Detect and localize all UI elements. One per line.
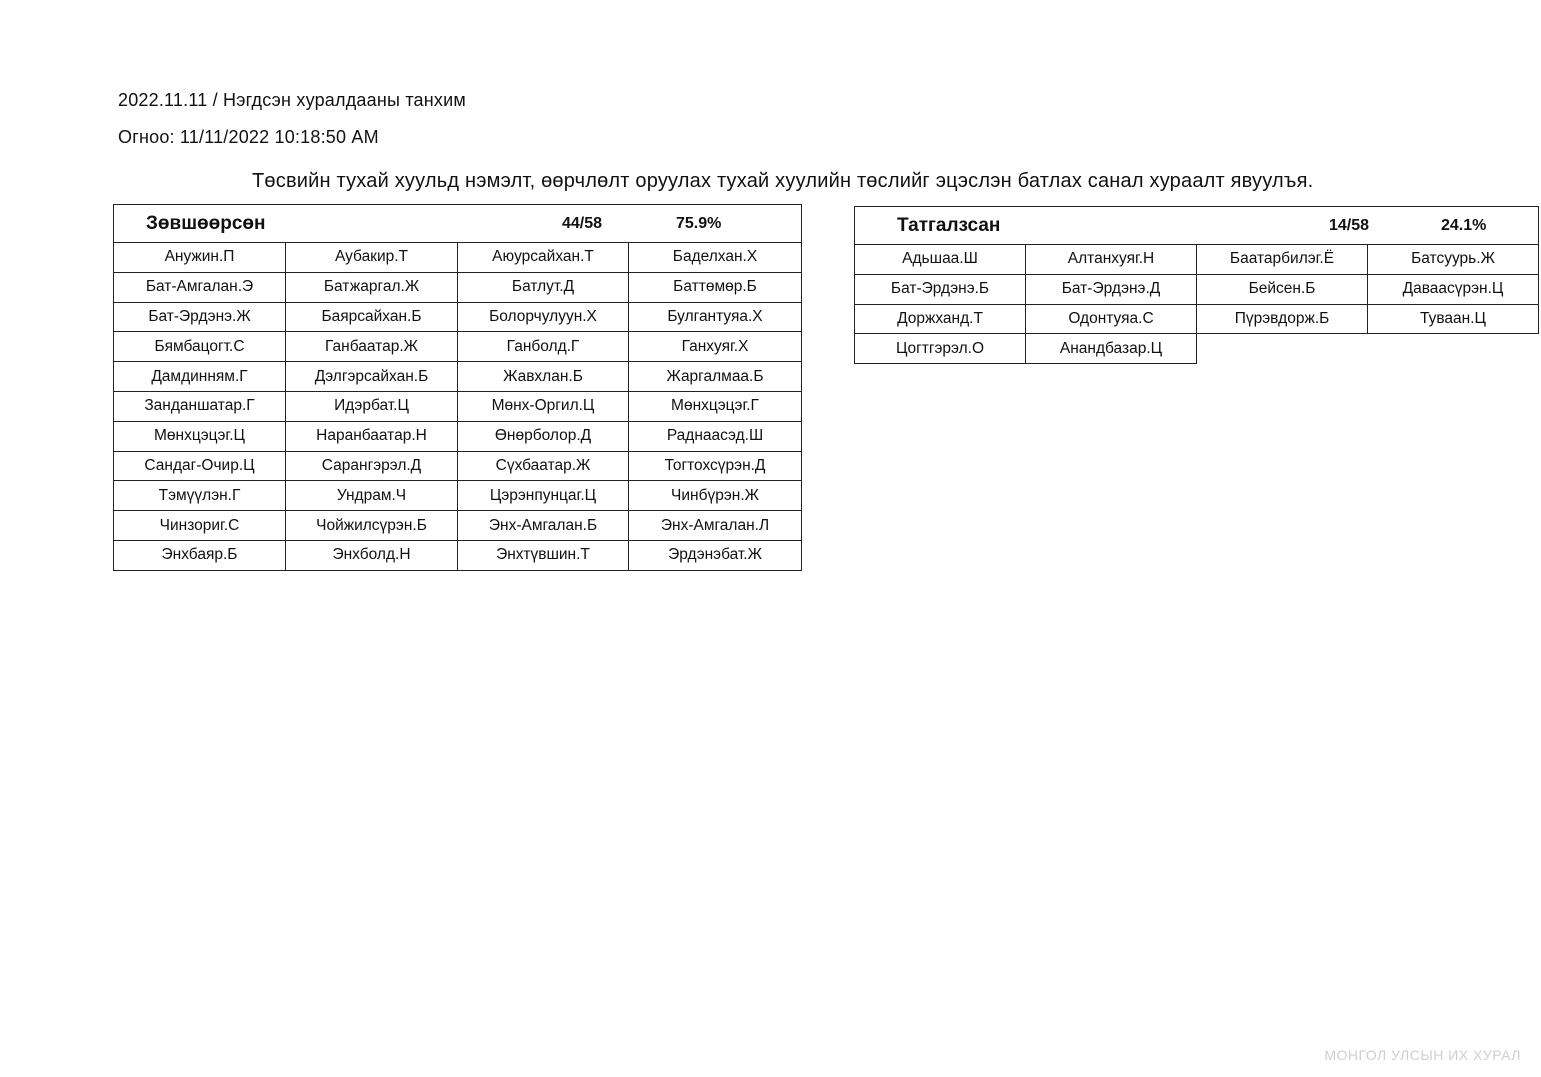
approved-row: [114, 451, 802, 481]
rejected-member-name: Алтанхуяг.Н: [1026, 245, 1197, 275]
approved-member-name: Тогтохсүрэн.Д: [629, 451, 802, 481]
rejected-header-cell: [855, 207, 1539, 245]
rejected-count: 14/58: [1329, 216, 1370, 234]
approved-header-cell: [114, 205, 802, 243]
approved-member-name: Болорчулуун.Х: [458, 302, 629, 332]
rejected-title: Татгалзсан: [897, 214, 1001, 236]
rejected-empty-cell: [1197, 334, 1368, 364]
rejected-header-row: [855, 207, 1539, 245]
approved-table: [113, 204, 802, 571]
approved-member-name: Чинзориг.С: [114, 511, 286, 541]
approved-member-name: Сандаг-Очир.Ц: [114, 451, 286, 481]
rejected-row: [855, 304, 1539, 334]
approved-row: [114, 362, 802, 392]
rejected-member-name: Пүрэвдорж.Б: [1197, 304, 1368, 334]
approved-member-name: Ганболд.Г: [458, 332, 629, 362]
approved-member-name: Ундрам.Ч: [286, 481, 458, 511]
rejected-row: [855, 274, 1539, 304]
approved-member-name: Ганбаатар.Ж: [286, 332, 458, 362]
approved-member-name: Энхбаяр.Б: [114, 540, 286, 570]
approved-title: Зөвшөөрсөн: [146, 212, 266, 234]
approved-member-name: Чойжилсүрэн.Б: [286, 511, 458, 541]
approved-member-name: Энхтүвшин.Т: [458, 540, 629, 570]
rejected-member-name: Цогтгэрэл.О: [855, 334, 1026, 364]
approved-percent: 75.9%: [676, 214, 722, 232]
approved-row: [114, 421, 802, 451]
approved-member-name: Аюурсайхан.Т: [458, 243, 629, 273]
approved-member-name: Сарангэрэл.Д: [286, 451, 458, 481]
approved-member-name: Энх-Амгалан.Б: [458, 511, 629, 541]
watermark-footer: МОНГОЛ УЛСЫН ИХ ХУРАЛ: [1324, 1047, 1521, 1063]
rejected-empty-cell: [1368, 334, 1539, 364]
approved-member-name: Бат-Амгалан.Э: [114, 272, 286, 302]
approved-member-name: Энхболд.Н: [286, 540, 458, 570]
approved-member-name: Анужин.П: [114, 243, 286, 273]
approved-member-name: Баттөмөр.Б: [629, 272, 802, 302]
approved-member-name: Бямбацогт.С: [114, 332, 286, 362]
approved-member-name: Цэрэнпунцаг.Ц: [458, 481, 629, 511]
rejected-member-name: Бат-Эрдэнэ.Б: [855, 274, 1026, 304]
approved-member-name: Булгантуяа.Х: [629, 302, 802, 332]
approved-member-name: Тэмүүлэн.Г: [114, 481, 286, 511]
approved-row: [114, 481, 802, 511]
approved-member-name: Энх-Амгалан.Л: [629, 511, 802, 541]
approved-member-name: Аубакир.Т: [286, 243, 458, 273]
rejected-member-name: Бейсен.Б: [1197, 274, 1368, 304]
rejected-percent: 24.1%: [1441, 216, 1487, 234]
approved-member-name: Жавхлан.Б: [458, 362, 629, 392]
approved-header-row: [114, 205, 802, 243]
rejected-row: [855, 334, 1539, 364]
motion-title: Төсвийн тухай хуульд нэмэлт, өөрчлөлт оруулах тухай хуулийн төслийг эцэслэн батлах санал хураалт явуулъя.: [252, 170, 1314, 192]
approved-member-name: Занданшатар.Г: [114, 391, 286, 421]
approved-member-name: Мөнх-Оргил.Ц: [458, 391, 629, 421]
approved-member-name: Өнөрболор.Д: [458, 421, 629, 451]
approved-row: [114, 511, 802, 541]
approved-member-name: Дэлгэрсайхан.Б: [286, 362, 458, 392]
rejected-member-name: Адьшаа.Ш: [855, 245, 1026, 275]
approved-row: [114, 302, 802, 332]
rejected-row: [855, 245, 1539, 275]
approved-row: [114, 391, 802, 421]
approved-count: 44/58: [562, 214, 603, 232]
approved-member-name: Мөнхцэцэг.Ц: [114, 421, 286, 451]
date-location-line: 2022.11.11 / Нэгдсэн хуралдааны танхим: [118, 90, 466, 110]
approved-member-name: Баделхан.Х: [629, 243, 802, 273]
rejected-member-name: Туваан.Ц: [1368, 304, 1539, 334]
rejected-member-name: Бат-Эрдэнэ.Д: [1026, 274, 1197, 304]
rejected-member-name: Доржханд.Т: [855, 304, 1026, 334]
rejected-member-name: Анандбазар.Ц: [1026, 334, 1197, 364]
approved-member-name: Наранбаатар.Н: [286, 421, 458, 451]
approved-member-name: Эрдэнэбат.Ж: [629, 540, 802, 570]
approved-member-name: Сүхбаатар.Ж: [458, 451, 629, 481]
approved-member-name: Батлут.Д: [458, 272, 629, 302]
approved-member-name: Батжаргал.Ж: [286, 272, 458, 302]
approved-row: [114, 332, 802, 362]
approved-member-name: Чинбүрэн.Ж: [629, 481, 802, 511]
rejected-member-name: Батсуурь.Ж: [1368, 245, 1539, 275]
approved-member-name: Баярсайхан.Б: [286, 302, 458, 332]
timestamp-line: Огноо: 11/11/2022 10:18:50 AM: [118, 127, 379, 147]
rejected-table: [854, 206, 1539, 364]
approved-member-name: Мөнхцэцэг.Г: [629, 391, 802, 421]
approved-row: [114, 272, 802, 302]
rejected-member-name: Одонтуяа.С: [1026, 304, 1197, 334]
approved-row: [114, 540, 802, 570]
approved-member-name: Идэрбат.Ц: [286, 391, 458, 421]
approved-member-name: Ганхуяг.Х: [629, 332, 802, 362]
rejected-member-name: Даваасүрэн.Ц: [1368, 274, 1539, 304]
approved-member-name: Раднаасэд.Ш: [629, 421, 802, 451]
approved-member-name: Жаргалмаа.Б: [629, 362, 802, 392]
rejected-member-name: Баатарбилэг.Ё: [1197, 245, 1368, 275]
approved-member-name: Бат-Эрдэнэ.Ж: [114, 302, 286, 332]
approved-row: [114, 243, 802, 273]
approved-member-name: Дамдинням.Г: [114, 362, 286, 392]
